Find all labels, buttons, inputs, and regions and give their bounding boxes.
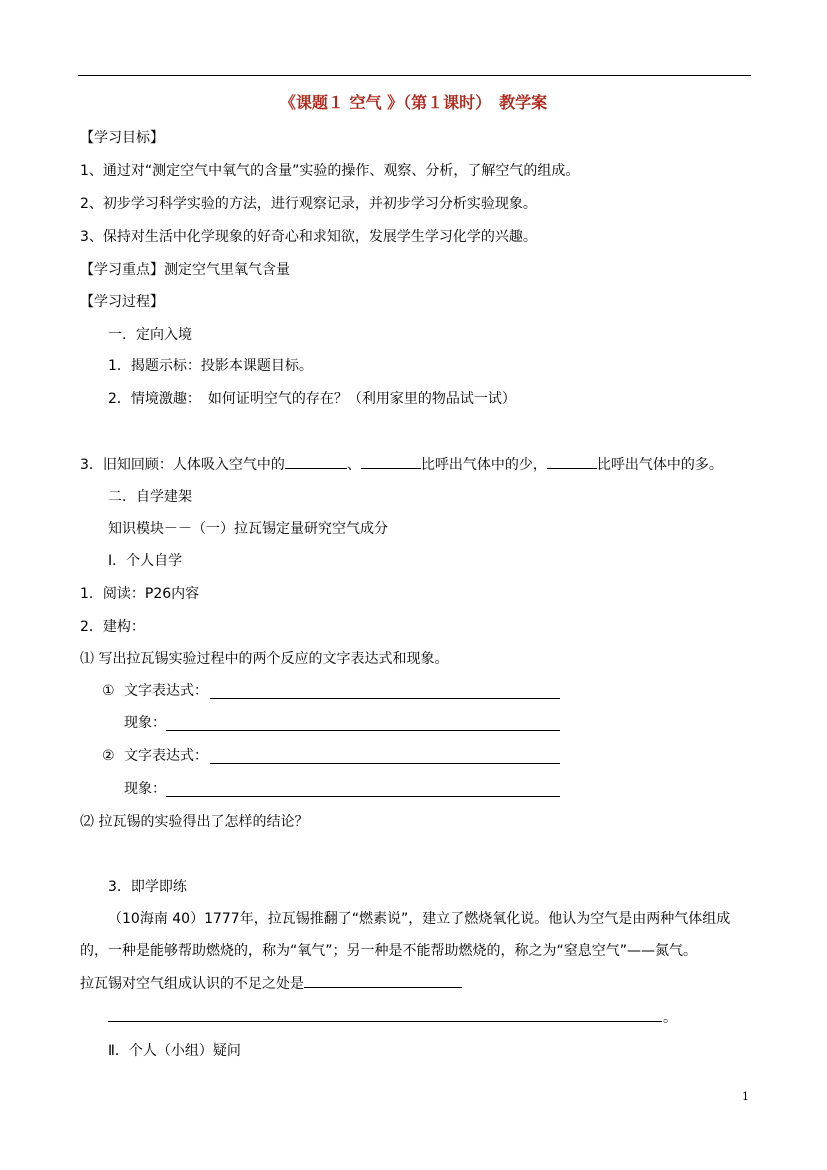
- section-1-title: 一．定向入境: [108, 327, 192, 343]
- construct-item: 2．建构：: [80, 619, 145, 635]
- objective-3: 3、保持对生活中化学现象的好奇心和求知欲，发展学生学习化学的兴趣。: [80, 229, 537, 245]
- review-text-a: 3．旧知回顾：人体吸入空气中的: [80, 457, 285, 473]
- practice-paragraph-2: 的，一种是能够帮助燃烧的，称为“氧气”；另一种是不能帮助燃烧的，称之为“窒息空气”——氮气。: [80, 943, 698, 959]
- expression-label-1: 文字表达式：: [124, 683, 208, 699]
- objective-2: 2、初步学习科学实验的方法，进行观察记录，并初步学习分析实验现象。: [80, 196, 537, 212]
- practice-paragraph-1: （10海南 40）1777年，拉瓦锡推翻了“燃素说”，建立了燃烧氧化说。他认为空气是由两种气体组成: [108, 911, 731, 927]
- objective-1: 1、通过对“测定空气中氧气的含量”实验的操作、观察、分析，了解空气的组成。: [80, 163, 580, 179]
- phenomenon-label-2: 现象：: [124, 781, 166, 797]
- part-1-title: Ⅰ．个人自学: [108, 553, 183, 569]
- review-text-b: 比呼出气体中的少，: [420, 457, 547, 473]
- item-reveal-goal: 1．揭题示标：投影本课题目标。: [108, 358, 313, 374]
- expression-blank-1[interactable]: [210, 698, 560, 699]
- review-blank-1[interactable]: [285, 454, 347, 469]
- objectives-heading: 【学习目标】: [80, 130, 164, 146]
- question-1: ⑴ 写出拉瓦锡实验过程中的两个反应的文字表达式和现象。: [80, 651, 449, 667]
- practice-blank-2[interactable]: [108, 1021, 662, 1022]
- review-line: [80, 454, 723, 475]
- review-separator: 、: [346, 457, 361, 473]
- reading-item: 1．阅读：P26内容: [80, 586, 200, 602]
- process-heading: 【学习过程】: [80, 294, 164, 310]
- item-situation: 2．情境激趣： 如何证明空气的存在？（利用家里的物品试一试）: [108, 391, 516, 407]
- practice-heading: 3．即学即练: [108, 879, 187, 895]
- review-blank-2[interactable]: [361, 454, 421, 469]
- page-number: 1: [742, 1090, 749, 1103]
- key-point: 【学习重点】测定空气里氧气含量: [80, 262, 290, 278]
- practice-prompt: 拉瓦锡对空气组成认识的不足之处是: [80, 976, 304, 992]
- phenomenon-blank-1[interactable]: [166, 730, 560, 731]
- circle-1: ①: [102, 683, 115, 699]
- section-2-title: 二．自学建架: [108, 489, 192, 505]
- header-rule: [78, 75, 751, 76]
- expression-label-2: 文字表达式：: [124, 748, 208, 764]
- phenomenon-label-1: 现象：: [124, 715, 166, 731]
- question-2: ⑵ 拉瓦锡的实验得出了怎样的结论？: [80, 814, 309, 830]
- practice-period: 。: [663, 1010, 677, 1026]
- part-2-title: Ⅱ．个人（小组）疑问: [108, 1043, 241, 1059]
- expression-blank-2[interactable]: [210, 763, 560, 764]
- phenomenon-blank-2[interactable]: [166, 796, 560, 797]
- knowledge-module: 知识模块－－（一）拉瓦锡定量研究空气成分: [108, 521, 388, 537]
- review-text-c: 比呼出气体中的多。: [596, 457, 723, 473]
- review-blank-3[interactable]: [547, 454, 597, 469]
- circle-2: ②: [102, 748, 115, 764]
- practice-paragraph-3: [80, 973, 462, 994]
- page-title: 《课题１ 空气 》（第１课时） 教学案: [279, 93, 548, 112]
- practice-blank-1[interactable]: [304, 973, 462, 988]
